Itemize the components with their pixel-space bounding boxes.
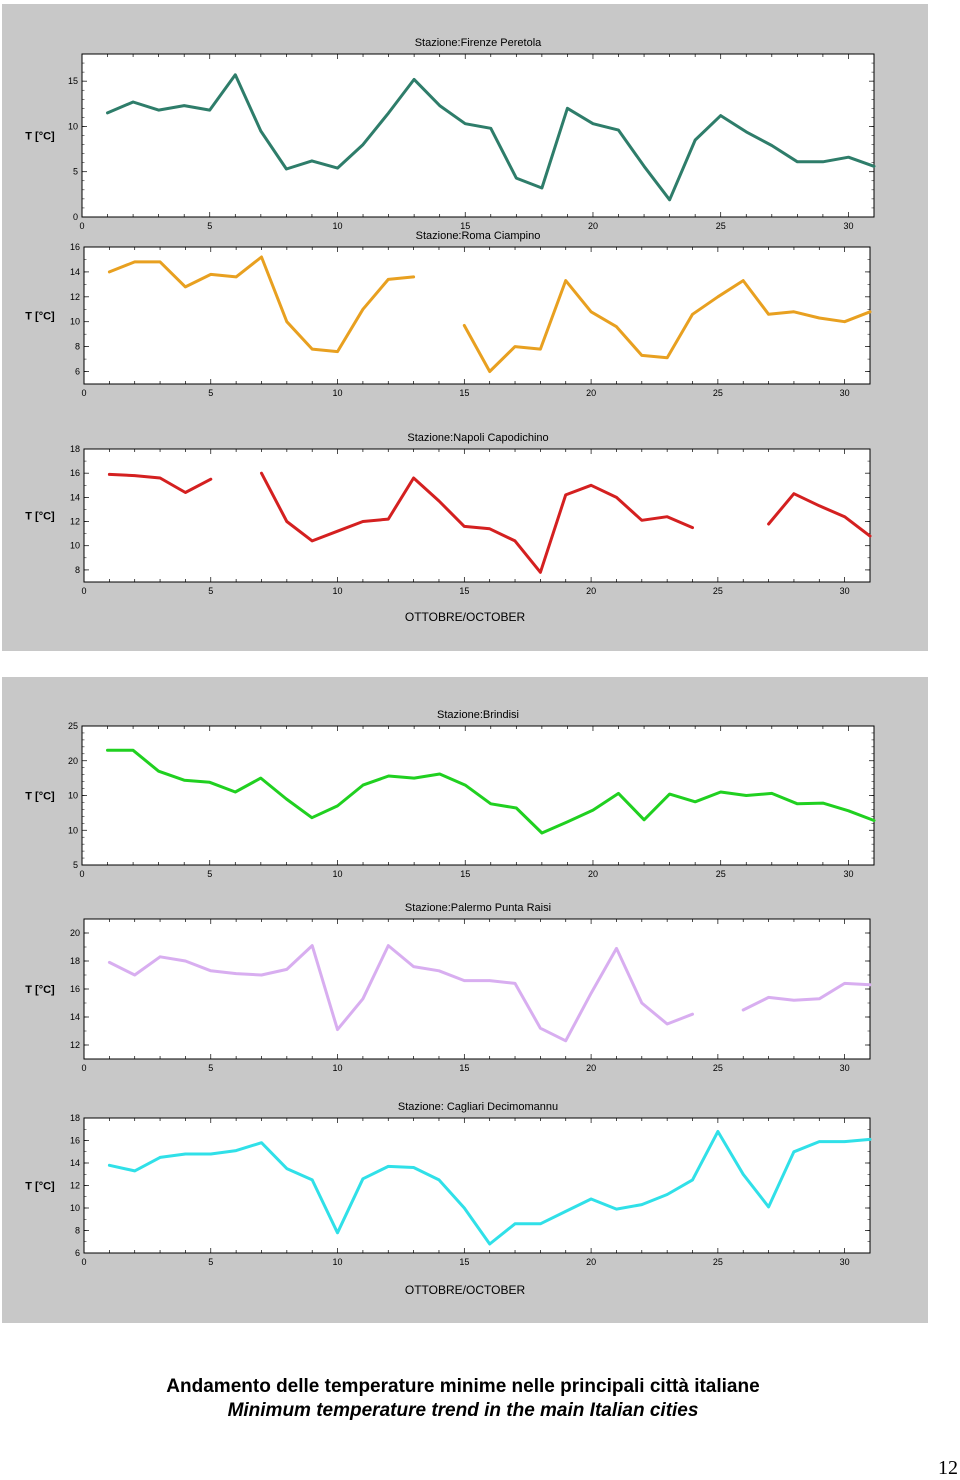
data-point — [490, 803, 492, 805]
x-tick-label: 0 — [79, 221, 85, 231]
y-tick-label: 14 — [69, 266, 80, 277]
data-point — [539, 348, 541, 350]
x-tick-label: 30 — [839, 1063, 850, 1073]
y-tick-label: 20 — [69, 928, 80, 938]
data-point — [641, 1002, 643, 1004]
data-point — [873, 165, 875, 167]
data-point — [184, 286, 186, 288]
data-point — [108, 961, 110, 963]
data-point — [285, 798, 287, 800]
data-point — [134, 974, 136, 976]
data-point — [590, 992, 592, 994]
data-point — [742, 1009, 744, 1011]
data-point — [412, 965, 414, 967]
data-point — [108, 271, 110, 273]
chart-title: Stazione: Cagliari Decimomannu — [397, 1101, 559, 1113]
x-tick-label: 20 — [586, 586, 597, 596]
data-point — [387, 518, 389, 520]
x-tick-label: 15 — [459, 1063, 470, 1073]
month-label: OTTOBRE/OCTOBER — [404, 1283, 526, 1297]
x-tick-label: 25 — [712, 586, 723, 596]
data-point — [694, 801, 696, 803]
x-tick-label: 30 — [839, 1257, 850, 1267]
data-point — [183, 779, 185, 781]
data-point — [514, 982, 516, 984]
x-tick-label: 0 — [81, 1063, 87, 1073]
data-point — [796, 803, 798, 805]
caption-italian: Andamento delle temperature minime nelle principali città italiane — [166, 1376, 760, 1397]
data-point — [235, 972, 237, 974]
data-point — [413, 78, 415, 80]
data-point — [209, 109, 211, 111]
data-point — [362, 143, 364, 145]
data-point — [771, 792, 773, 794]
data-point — [514, 1223, 516, 1225]
data-point — [691, 313, 693, 315]
x-tick-label: 15 — [459, 586, 470, 596]
x-tick-label: 30 — [839, 388, 850, 398]
data-point — [745, 794, 747, 796]
data-point — [311, 348, 313, 350]
data-point — [210, 273, 212, 275]
data-point — [793, 311, 795, 313]
data-point — [694, 139, 696, 141]
x-tick-label: 25 — [715, 869, 726, 879]
data-point — [592, 809, 594, 811]
data-point — [159, 956, 161, 958]
x-tick-label: 10 — [332, 1063, 343, 1073]
y-tick-label: 25 — [67, 721, 78, 731]
chart-panel-top — [2, 4, 928, 651]
y-tick-label: 6 — [74, 366, 80, 377]
y-tick-label: 10 — [69, 540, 80, 551]
y-axis-label: T [°C] — [25, 510, 55, 523]
data-point — [818, 317, 820, 319]
y-tick-label: 8 — [74, 1225, 80, 1236]
data-point — [818, 998, 820, 1000]
chart-title: Stazione:Firenze Peretola — [414, 37, 542, 49]
data-point — [108, 1164, 110, 1166]
x-tick-label: 30 — [843, 221, 854, 231]
data-point — [847, 156, 849, 158]
data-point — [311, 944, 313, 946]
x-tick-label: 10 — [332, 221, 343, 231]
x-tick-label: 5 — [207, 869, 213, 879]
y-tick-label: 12 — [69, 516, 80, 527]
data-point — [590, 311, 592, 313]
data-point — [260, 256, 262, 258]
data-point — [565, 279, 567, 281]
x-tick-label: 10 — [332, 869, 343, 879]
data-point — [311, 160, 313, 162]
data-point — [260, 777, 262, 779]
data-point — [285, 168, 287, 170]
data-point — [793, 1151, 795, 1153]
y-tick-label: 0 — [72, 212, 78, 222]
data-point — [311, 817, 313, 819]
x-tick-label: 10 — [332, 586, 343, 596]
chart-napoli-capodichino — [2, 426, 928, 606]
data-point — [539, 571, 541, 573]
data-point — [873, 819, 875, 821]
data-point — [362, 784, 364, 786]
data-point — [463, 324, 465, 326]
data-point — [767, 313, 769, 315]
chart-palermo-punta-raisi — [2, 899, 928, 1079]
data-point — [566, 821, 568, 823]
y-tick-label: 12 — [69, 291, 80, 302]
y-axis-label: T [°C] — [25, 790, 55, 803]
data-point — [159, 477, 161, 479]
data-point — [592, 123, 594, 125]
data-point — [336, 1232, 338, 1234]
chart-title: Stazione:Palermo Punta Raisi — [404, 902, 552, 914]
data-point — [134, 261, 136, 263]
data-point — [615, 326, 617, 328]
data-point — [286, 520, 288, 522]
x-tick-label: 20 — [587, 869, 598, 879]
data-point — [260, 472, 262, 474]
data-point — [767, 996, 769, 998]
y-tick-label: 15 — [67, 76, 78, 87]
data-point — [720, 791, 722, 793]
data-point — [818, 505, 820, 507]
chart-title: Stazione:Napoli Capodichino — [407, 432, 549, 444]
data-point — [745, 131, 747, 133]
data-point — [387, 112, 389, 114]
y-axis-label: T [°C] — [25, 130, 55, 143]
y-tick-label: 8 — [74, 564, 80, 575]
data-point — [771, 144, 773, 146]
y-tick-label: 16 — [69, 984, 80, 994]
chart-cagliari-decimomannu — [2, 1097, 928, 1277]
x-tick-label: 5 — [208, 586, 214, 596]
data-point — [438, 500, 440, 502]
data-point — [134, 474, 136, 476]
data-point — [464, 123, 466, 125]
data-point — [234, 791, 236, 793]
y-tick-label: 12 — [69, 1040, 80, 1050]
y-tick-label: 18 — [69, 444, 80, 454]
x-tick-label: 25 — [712, 1063, 723, 1073]
x-tick-label: 15 — [460, 221, 471, 231]
data-point — [843, 1140, 845, 1142]
data-point — [286, 1167, 288, 1169]
data-point — [260, 974, 262, 976]
data-point — [286, 321, 288, 323]
data-point — [210, 478, 212, 480]
data-point — [488, 1243, 490, 1245]
data-point — [539, 1027, 541, 1029]
data-point — [847, 810, 849, 812]
data-point — [666, 1023, 668, 1025]
data-point — [336, 167, 338, 169]
data-point — [235, 276, 237, 278]
data-point — [565, 1210, 567, 1212]
data-point — [641, 354, 643, 356]
x-tick-label: 5 — [208, 388, 214, 398]
data-point — [311, 540, 313, 542]
y-tick-label: 16 — [69, 468, 80, 479]
caption-english: Minimum temperature trend in the main Italian cities — [227, 1400, 699, 1421]
data-point — [184, 1153, 186, 1155]
data-point — [590, 484, 592, 486]
data-point — [488, 370, 490, 372]
x-tick-label: 15 — [459, 388, 470, 398]
y-tick-label: 8 — [74, 341, 80, 352]
data-point — [843, 516, 845, 518]
data-point — [132, 101, 134, 103]
y-tick-label: 18 — [69, 1113, 80, 1123]
x-tick-label: 5 — [208, 1063, 214, 1073]
data-point — [159, 261, 161, 263]
data-point — [132, 749, 134, 751]
chart-roma-ciampino — [2, 224, 928, 404]
data-point — [641, 519, 643, 521]
x-tick-label: 20 — [586, 1257, 597, 1267]
x-tick-label: 15 — [460, 869, 471, 879]
data-point — [565, 1040, 567, 1042]
data-point — [590, 1198, 592, 1200]
chart-title: Stazione:Roma Ciampino — [415, 230, 541, 242]
data-point — [541, 832, 543, 834]
y-axis-label: T [°C] — [25, 984, 55, 996]
data-point — [209, 781, 211, 783]
data-point — [463, 979, 465, 981]
data-point — [413, 777, 415, 779]
page-number: 12 — [938, 1457, 958, 1479]
data-point — [463, 1207, 465, 1209]
data-point — [615, 496, 617, 498]
x-tick-label: 5 — [208, 1257, 214, 1267]
x-tick-label: 0 — [81, 1257, 87, 1267]
data-point — [869, 311, 871, 313]
data-point — [691, 1179, 693, 1181]
plot-area — [84, 449, 870, 582]
data-point — [210, 970, 212, 972]
data-point — [566, 107, 568, 109]
x-tick-label: 5 — [207, 221, 213, 231]
data-point — [260, 1142, 262, 1144]
data-point — [412, 477, 414, 479]
data-point — [767, 523, 769, 525]
y-tick-label: 20 — [67, 755, 78, 766]
data-point — [106, 749, 108, 751]
x-tick-label: 30 — [839, 586, 850, 596]
y-tick-label: 10 — [67, 121, 78, 132]
y-tick-label: 6 — [74, 1248, 80, 1258]
data-point — [666, 1193, 668, 1195]
data-point — [488, 979, 490, 981]
data-point — [387, 1165, 389, 1167]
data-point — [336, 530, 338, 532]
data-point — [717, 1130, 719, 1132]
data-point — [515, 177, 517, 179]
data-point — [184, 960, 186, 962]
data-point — [617, 129, 619, 131]
plot-area — [84, 919, 870, 1059]
x-tick-label: 0 — [81, 388, 87, 398]
y-tick-label: 5 — [72, 166, 78, 177]
data-point — [157, 109, 159, 111]
data-point — [234, 74, 236, 76]
data-point — [617, 792, 619, 794]
data-point — [539, 1223, 541, 1225]
data-point — [362, 520, 364, 522]
data-point — [822, 802, 824, 804]
data-point — [134, 1170, 136, 1172]
data-point — [515, 807, 517, 809]
data-point — [311, 1179, 313, 1181]
data-point — [387, 278, 389, 280]
y-tick-label: 10 — [69, 316, 80, 327]
data-point — [514, 540, 516, 542]
data-point — [565, 494, 567, 496]
data-point — [464, 784, 466, 786]
data-point — [643, 165, 645, 167]
data-point — [793, 999, 795, 1001]
data-point — [286, 968, 288, 970]
x-tick-label: 10 — [332, 1257, 343, 1267]
data-point — [159, 1156, 161, 1158]
data-point — [869, 535, 871, 537]
data-point — [106, 112, 108, 114]
y-tick-label: 16 — [69, 242, 80, 252]
data-point — [767, 1206, 769, 1208]
data-point — [615, 1208, 617, 1210]
data-point — [717, 296, 719, 298]
data-point — [869, 1138, 871, 1140]
data-point — [869, 984, 871, 986]
data-point — [796, 161, 798, 163]
data-point — [488, 528, 490, 530]
data-point — [157, 770, 159, 772]
data-point — [210, 1153, 212, 1155]
x-tick-label: 25 — [712, 388, 723, 398]
chart-brindisi — [2, 702, 928, 882]
month-label: OTTOBRE/OCTOBER — [404, 610, 526, 624]
chart-title: Stazione:Brindisi — [437, 709, 519, 721]
data-point — [742, 1173, 744, 1175]
data-point — [438, 970, 440, 972]
data-point — [362, 998, 364, 1000]
data-point — [666, 516, 668, 518]
x-tick-label: 20 — [587, 221, 598, 231]
y-axis-label: T [°C] — [25, 310, 55, 323]
x-tick-label: 20 — [586, 1063, 597, 1073]
y-tick-label: 16 — [69, 1135, 80, 1146]
data-point — [720, 114, 722, 116]
x-tick-label: 25 — [712, 1257, 723, 1267]
y-tick-label: 10 — [69, 1203, 80, 1213]
y-tick-label: 10 — [67, 790, 78, 801]
x-tick-label: 30 — [843, 869, 854, 879]
x-tick-label: 20 — [586, 388, 597, 398]
data-point — [336, 805, 338, 807]
data-point — [490, 127, 492, 129]
x-tick-label: 0 — [81, 586, 87, 596]
x-tick-label: 25 — [715, 221, 726, 231]
data-point — [387, 775, 389, 777]
chart-panel-bottom — [2, 677, 928, 1323]
y-tick-label: 10 — [67, 825, 78, 836]
data-point — [387, 944, 389, 946]
data-point — [641, 1203, 643, 1205]
data-point — [666, 357, 668, 359]
data-point — [691, 526, 693, 528]
data-point — [463, 525, 465, 527]
x-tick-label: 10 — [332, 388, 343, 398]
data-point — [183, 104, 185, 106]
data-point — [336, 1028, 338, 1030]
data-point — [362, 1178, 364, 1180]
data-point — [793, 493, 795, 495]
data-point — [742, 279, 744, 281]
data-point — [843, 321, 845, 323]
y-axis-label: T [°C] — [25, 1180, 55, 1193]
data-point — [235, 1149, 237, 1151]
data-point — [615, 947, 617, 949]
y-tick-label: 14 — [69, 492, 80, 503]
data-point — [822, 161, 824, 163]
chart-firenze-peretola — [2, 29, 928, 231]
data-point — [843, 982, 845, 984]
data-point — [412, 276, 414, 278]
data-point — [362, 308, 364, 310]
y-tick-label: 12 — [69, 1180, 80, 1191]
data-point — [668, 199, 670, 201]
x-tick-label: 0 — [79, 869, 85, 879]
data-point — [438, 773, 440, 775]
y-tick-label: 14 — [69, 1012, 80, 1022]
y-tick-label: 18 — [69, 956, 80, 966]
y-tick-label: 5 — [72, 860, 78, 870]
data-point — [541, 187, 543, 189]
data-point — [438, 104, 440, 106]
data-point — [514, 345, 516, 347]
data-point — [184, 491, 186, 493]
data-point — [412, 1166, 414, 1168]
y-tick-label: 14 — [69, 1158, 80, 1168]
data-point — [438, 1179, 440, 1181]
data-point — [691, 1013, 693, 1015]
data-point — [108, 473, 110, 475]
x-tick-label: 15 — [459, 1257, 470, 1267]
data-point — [643, 819, 645, 821]
data-point — [260, 130, 262, 132]
data-point — [818, 1140, 820, 1142]
data-point — [668, 793, 670, 795]
plot-area — [84, 247, 870, 384]
data-point — [336, 350, 338, 352]
